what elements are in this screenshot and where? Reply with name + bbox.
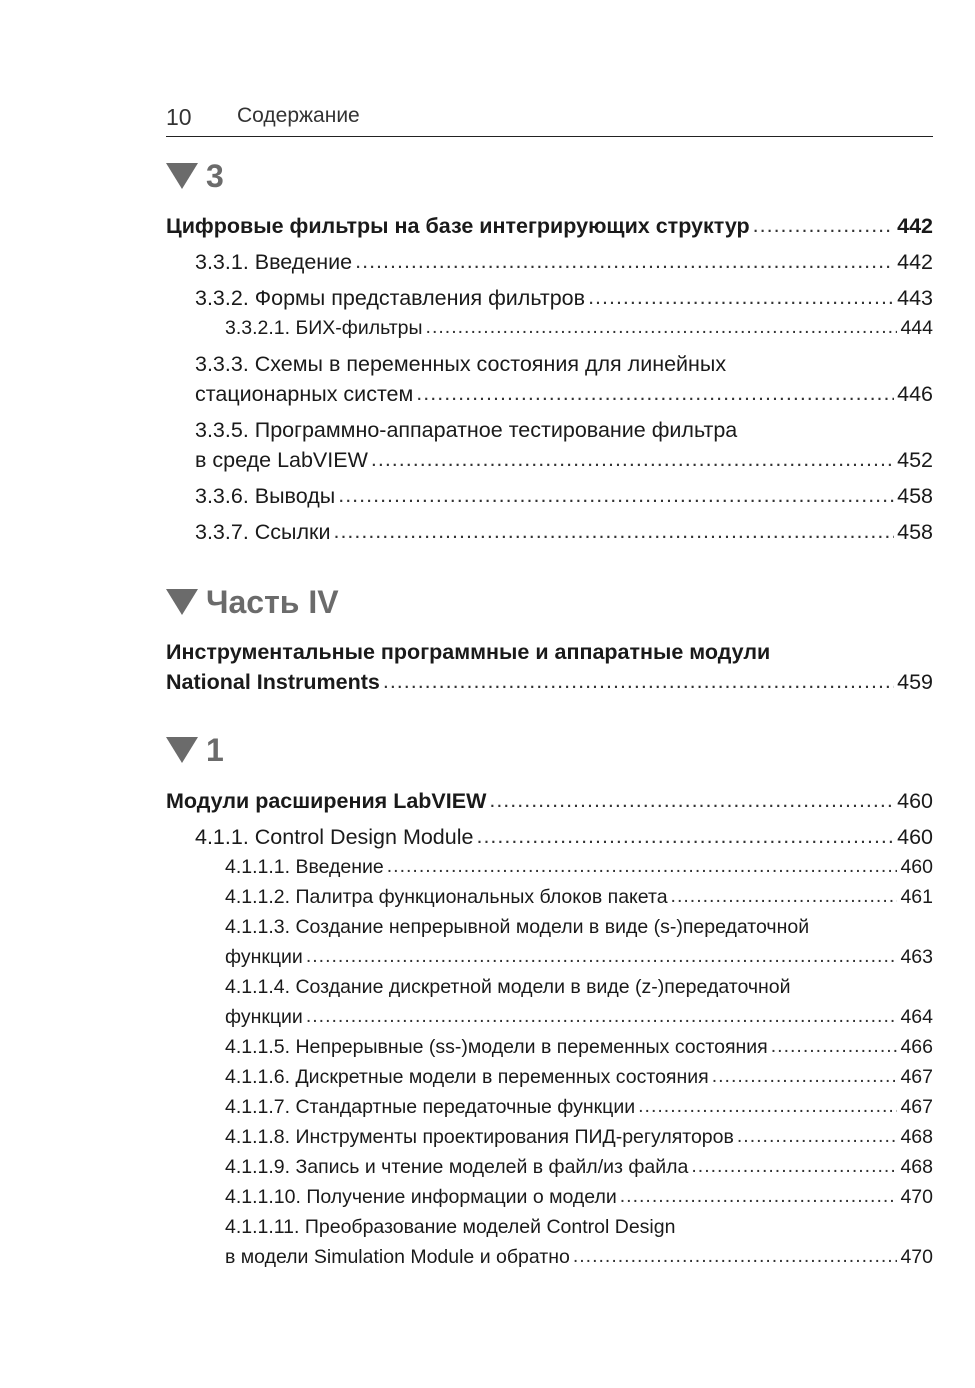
toc-leader-dots [306, 941, 898, 971]
toc-entry-page: 460 [900, 856, 933, 878]
toc-entry-title: 3.3.2. Формы представления фильтров [195, 286, 586, 310]
toc-entry[interactable] [225, 1062, 933, 1092]
toc-entry-title: 3.3.1. Введение [195, 250, 353, 274]
toc-entry-page: 458 [897, 484, 933, 508]
running-title: Содержание [237, 104, 360, 127]
toc-entry-page: 460 [897, 789, 933, 813]
toc-entry[interactable] [195, 283, 933, 313]
toc-entry-title: 4.1.1.6. Дискретные модели в переменных состояния [225, 1066, 709, 1088]
toc-leader-dots [416, 378, 894, 408]
toc-entry-page: 467 [900, 1096, 933, 1118]
triangle-marker-icon [166, 163, 198, 189]
toc-entry-page: 442 [897, 214, 933, 238]
toc-leader-dots [573, 1241, 898, 1271]
toc-entry-title: 4.1.1.1. Введение [225, 856, 384, 878]
toc-entry-page: 446 [897, 382, 933, 406]
toc-entry-title: 3.3.6. Выводы [195, 484, 336, 508]
toc-leader-dots [712, 1061, 898, 1091]
toc-entry[interactable] [195, 247, 933, 277]
toc-entry[interactable] [225, 1122, 933, 1152]
toc-leader-dots [426, 312, 898, 342]
section-marker-label: 1 [206, 731, 224, 768]
toc-entry-page: 452 [897, 448, 933, 472]
toc-leader-dots [671, 881, 898, 911]
toc-entry-line: 4.1.1.11. Преобразование моделей Control Design [225, 1216, 676, 1238]
toc-entry[interactable] [225, 1092, 933, 1122]
toc-entry[interactable] [225, 1032, 933, 1062]
toc-entry-page: 460 [897, 825, 933, 849]
toc-entry-line: 3.3.3. Схемы в переменных состояния для линейных [195, 352, 727, 376]
toc-entry-title: 4.1.1.5. Непрерывные (ss-)модели в переменных состояния [225, 1036, 768, 1058]
toc-entry-page: 470 [900, 1186, 933, 1208]
toc-entry[interactable] [195, 379, 933, 409]
toc-leader-dots [620, 1181, 898, 1211]
toc-entry-chapter-1[interactable] [166, 786, 933, 816]
toc-entry-line: Инструментальные программные и аппаратные модули [166, 640, 771, 664]
toc-entry[interactable] [225, 942, 933, 972]
triangle-marker-icon [166, 589, 198, 615]
toc-entry-page: 459 [897, 670, 933, 694]
toc-entry[interactable] [225, 1152, 933, 1182]
toc-entry-title: Модули расширения LabVIEW [166, 789, 487, 813]
toc-leader-dots [588, 282, 894, 312]
toc-entry-page: 468 [900, 1156, 933, 1178]
toc-entry-page: 442 [897, 250, 933, 274]
toc-entry-page: 464 [900, 1006, 933, 1028]
toc-leader-dots [489, 785, 894, 815]
running-header [166, 102, 933, 137]
toc-entry-part-4[interactable] [166, 667, 933, 697]
toc-leader-dots [476, 821, 894, 851]
toc-entry-title: 3.3.7. Ссылки [195, 520, 331, 544]
toc-entry[interactable] [225, 882, 933, 912]
toc-leader-dots [338, 480, 894, 510]
toc-entry-title: 4.1.1.7. Стандартные передаточные функции [225, 1096, 636, 1118]
toc-leader-dots [753, 210, 894, 240]
toc-leader-dots [638, 1091, 897, 1121]
section-marker-part-4 [166, 582, 933, 622]
toc-entry[interactable] [225, 852, 933, 882]
triangle-marker-icon [166, 737, 198, 763]
toc-entry[interactable] [225, 313, 933, 343]
toc-leader-dots [737, 1121, 898, 1151]
toc-entry-page: 443 [897, 286, 933, 310]
toc-entry[interactable] [195, 822, 933, 852]
toc-entry-title: 4.1.1.10. Получение информации о модели [225, 1186, 617, 1208]
toc-entry-title: функции [225, 946, 303, 968]
toc-entry-page: 458 [897, 520, 933, 544]
toc-leader-dots [306, 1001, 898, 1031]
page-number: 10 [166, 104, 192, 130]
toc-leader-dots [771, 1031, 898, 1061]
toc-leader-dots [333, 516, 894, 546]
toc-entry-page: 470 [900, 1246, 933, 1268]
toc-entry-page: 463 [900, 946, 933, 968]
toc-entry[interactable] [195, 481, 933, 511]
toc-entry-page: 444 [900, 317, 933, 339]
toc-leader-dots [387, 851, 898, 881]
toc-entry-title: 3.3.2.1. БИХ-фильтры [225, 317, 423, 339]
toc-entry-title: 4.1.1.2. Палитра функциональных блоков пакета [225, 886, 668, 908]
toc-entry-page: 466 [900, 1036, 933, 1058]
toc-leader-dots [371, 444, 894, 474]
toc-entry-title: функции [225, 1006, 303, 1028]
toc-entry-title: 4.1.1.8. Инструменты проектирования ПИД-регуляторов [225, 1126, 734, 1148]
section-marker-label: 3 [206, 157, 224, 194]
toc-leader-dots [691, 1151, 897, 1181]
toc-entry[interactable] [225, 1242, 933, 1272]
toc-entry-page: 468 [900, 1126, 933, 1148]
toc-entry-page: 467 [900, 1066, 933, 1088]
toc-leader-dots [383, 666, 894, 696]
section-marker-label: Часть IV [206, 583, 339, 620]
toc-entry[interactable] [195, 445, 933, 475]
toc-entry-line: 4.1.1.3. Создание непрерывной модели в виде (s-)передаточной [225, 916, 810, 938]
toc-entry-title: стационарных систем [195, 382, 414, 406]
toc-entry-title: в среде LabVIEW [195, 448, 368, 472]
toc-entry-title: Цифровые фильтры на базе интегрирующих структур [166, 214, 750, 238]
toc-entry-title: в модели Simulation Module и обратно [225, 1246, 570, 1268]
toc-entry-title: 4.1.1.9. Запись и чтение моделей в файл/из файла [225, 1156, 689, 1178]
toc-entry-title: National Instruments [166, 670, 380, 694]
toc-entry-line: 4.1.1.4. Создание дискретной модели в виде (z-)передаточной [225, 976, 791, 998]
toc-entry[interactable] [195, 517, 933, 547]
toc-entry-title: 4.1.1. Control Design Module [195, 825, 474, 849]
toc-entry-line: 3.3.5. Программно-аппаратное тестирование фильтра [195, 418, 738, 442]
toc-entry[interactable] [225, 1002, 933, 1032]
toc-entry-page: 461 [900, 886, 933, 908]
toc-leader-dots [355, 246, 894, 276]
section-marker-3 [166, 156, 933, 196]
section-marker-1 [166, 730, 933, 770]
toc-entry-chapter-3[interactable] [166, 211, 933, 241]
toc-entry[interactable] [225, 1182, 933, 1212]
